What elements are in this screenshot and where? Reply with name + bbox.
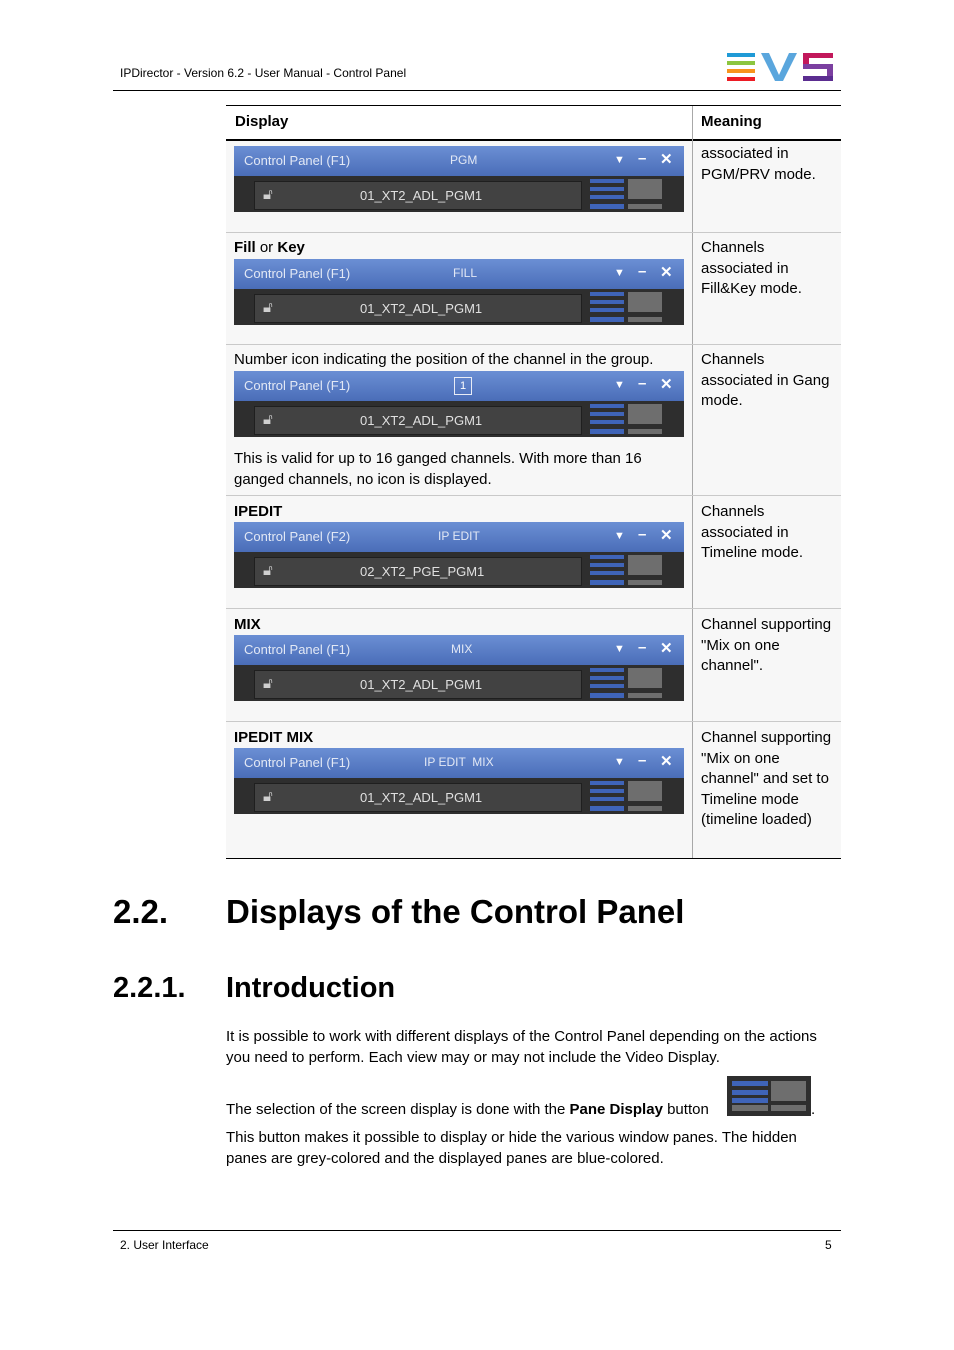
label-mid: or [255,239,278,256]
label-bold-2: Key [277,239,305,256]
unlock-icon: 🔓︎ [263,788,273,805]
running-header: IPDirector - Version 6.2 - User Manual - Control Panel [120,66,407,80]
close-icon: ✕ [660,376,673,393]
panel-title: Control Panel (F2) [244,529,351,544]
panel-title-bar [234,259,684,289]
minimize-icon: – [638,526,647,543]
pane-display-icon [590,780,662,813]
channel-field [254,181,582,210]
dropdown-icon: ▼ [614,267,625,279]
panel-title-bar [234,146,684,176]
evs-logo [727,53,833,81]
channel-name: 02_XT2_PGE_PGM1 [360,564,485,579]
control-panel-preview-fill [234,259,684,325]
minimize-icon: – [638,639,647,656]
mode-label: MIX [451,642,473,656]
unlock-icon: 🔓︎ [263,411,273,428]
gang-number-icon: 1 [454,377,472,395]
mode-label: PGM [450,153,478,167]
panel-body [234,552,684,588]
panel-body [234,401,684,437]
row-divider [226,495,841,496]
mode-label: IP EDIT [438,529,480,543]
panel-body [234,665,684,701]
panel-body [234,289,684,325]
panel-title-bar [234,371,684,401]
channel-name: 01_XT2_ADL_PGM1 [360,790,483,805]
channel-name: 01_XT2_ADL_PGM1 [360,677,483,692]
display-description: Number icon indicating the position of the channel in the group. [234,351,654,368]
display-label [234,728,313,749]
footer-chapter: 2. User Interface [120,1238,209,1252]
close-icon: ✕ [660,753,673,770]
column-divider [692,106,693,858]
pane-display-icon [590,667,662,700]
dropdown-icon: ▼ [614,379,625,391]
display-label [234,615,261,636]
dropdown-icon: ▼ [614,530,625,542]
row-divider [226,721,841,722]
pane-display-icon [590,291,662,324]
row-divider [226,608,841,609]
close-icon: ✕ [660,264,673,281]
subsection-title: Introduction [226,972,396,1004]
label-bold: IPEDIT [234,503,283,520]
pane-explanation-paragraph: This button makes it possible to display or hide the various window panes. The hidden panes are grey-colored and the displayed panes are blue-colored. [226,1129,797,1167]
channel-field [254,406,582,435]
unlock-icon: 🔓︎ [263,186,273,203]
unlock-icon: 🔓︎ [263,299,273,316]
column-header-meaning: Meaning [701,113,762,130]
text-pre: The selection of the screen display is done with the [226,1101,570,1118]
footer-rule [113,1230,841,1231]
display-label [234,238,305,259]
dropdown-icon: ▼ [614,154,625,166]
section-number: 2.2. [113,893,169,930]
column-header-display: Display [235,113,289,130]
mode-label: FILL [453,266,478,280]
panel-title: Control Panel (F1) [244,755,351,770]
display-label [234,502,282,523]
channel-name: 01_XT2_ADL_PGM1 [360,413,483,428]
panel-title-bar [234,522,684,552]
panel-body [234,176,684,212]
panel-body [234,778,684,814]
panel-title: Control Panel (F1) [244,642,351,657]
minimize-icon: – [638,263,647,280]
control-panel-preview-mix [234,635,684,701]
close-icon: ✕ [660,640,673,657]
unlock-icon: 🔓︎ [263,675,273,692]
pane-display-icon [590,178,662,211]
pane-display-icon [590,554,662,587]
unlock-icon: 🔓︎ [263,562,273,579]
panel-title: Control Panel (F1) [244,378,351,393]
channel-field [254,783,582,812]
meaning-text: associated in PGM/PRV mode. [701,145,816,183]
label-bold: MIX [234,616,261,633]
meaning-text: Channels associated in Gang mode. [701,351,830,410]
panel-title: Control Panel (F1) [244,266,351,281]
table-header [226,106,841,141]
label-bold: IPEDIT MIX [234,729,314,746]
pane-display-button-image [727,1076,811,1116]
meaning-text: Channel supporting "Mix on one channel" and set to Timeline mode (timeline loaded) [701,729,832,829]
panel-title-bar [234,635,684,665]
minimize-icon: – [638,150,647,167]
channel-field [254,557,582,586]
close-icon: ✕ [660,151,673,168]
close-icon: ✕ [660,527,673,544]
label-bold: Fill [234,239,256,256]
row-divider [226,344,841,345]
panel-title: Control Panel (F1) [244,153,351,168]
row-divider [226,232,841,233]
dropdown-icon: ▼ [614,756,625,768]
page-number: 5 [825,1238,832,1252]
pane-display-term: Pane Display [569,1101,663,1118]
minimize-icon: – [638,375,647,392]
dropdown-icon: ▼ [614,643,625,655]
panel-title-bar [234,748,684,778]
meaning-text: Channels associated in Timeline mode. [701,503,803,562]
control-panel-preview-ipedit [234,522,684,588]
sentence-end: . [811,1101,816,1118]
pane-display-icon [590,403,662,436]
minimize-icon: – [638,752,647,769]
control-panel-preview-ipedit-mix [234,748,684,814]
subsection-number: 2.2.1. [113,972,186,1004]
intro-paragraph: It is possible to work with different displays of the Control Panel depending on the actions you need to perform. Each view may or may not include the Video Display. [226,1028,817,1066]
control-panel-preview-gang [234,371,684,437]
section-title: Displays of the Control Panel [226,893,685,930]
text-post: button [662,1101,709,1118]
display-meaning-table [226,105,841,859]
meaning-text: Channels associated in Fill&Key mode. [701,239,802,298]
mode-label: IP EDIT MIX [424,755,494,769]
channel-field [254,294,582,323]
channel-name: 01_XT2_ADL_PGM1 [360,301,483,316]
channel-name: 01_XT2_ADL_PGM1 [360,188,483,203]
channel-field [254,670,582,699]
control-panel-preview-pgm [234,146,684,212]
header-rule [113,90,841,91]
display-note: This is valid for up to 16 ganged channels. With more than 16 ganged channels, no icon is displayed. [234,450,642,488]
meaning-text: Channel supporting "Mix on one channel". [701,616,832,675]
